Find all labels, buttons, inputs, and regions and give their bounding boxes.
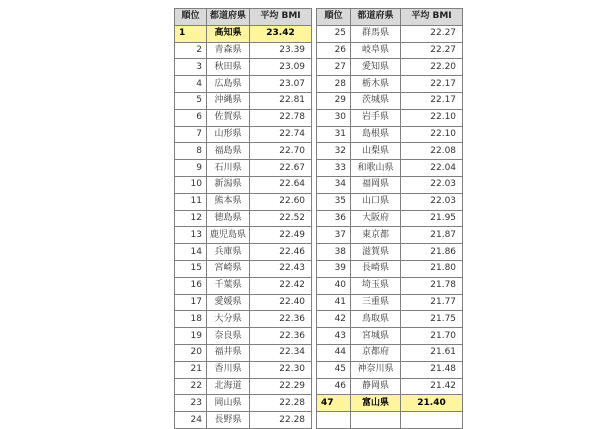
table-row	[175, 210, 463, 227]
right-bmi-cell: 22.10	[401, 126, 463, 143]
right-prefecture-cell: 茨城県	[351, 92, 401, 109]
left-bmi-cell: 23.42	[250, 25, 312, 42]
right-prefecture-cell: 富山県	[351, 395, 401, 412]
left-rank-cell: 9	[175, 160, 207, 177]
table-row	[175, 76, 463, 93]
left-bmi-cell: 22.70	[250, 143, 312, 160]
right-rank-cell: 33	[317, 160, 351, 177]
left-rank-cell: 7	[175, 126, 207, 143]
right-rank-cell: 30	[317, 109, 351, 126]
right-bmi-cell: 21.61	[401, 344, 463, 361]
right-prefecture-cell	[351, 412, 401, 429]
table-row	[175, 328, 463, 345]
prefecture-header-right: 都道府県	[351, 9, 401, 26]
left-rank-cell: 19	[175, 328, 207, 345]
right-bmi-cell: 21.48	[401, 361, 463, 378]
left-rank-cell: 16	[175, 277, 207, 294]
right-bmi-cell: 22.03	[401, 176, 463, 193]
left-rank-cell: 18	[175, 311, 207, 328]
table-row	[175, 395, 463, 412]
right-bmi-cell: 22.03	[401, 193, 463, 210]
left-prefecture-cell: 福島県	[207, 143, 250, 160]
left-rank-cell: 24	[175, 412, 207, 429]
right-prefecture-cell: 静岡県	[351, 378, 401, 395]
left-bmi-cell: 22.34	[250, 344, 312, 361]
right-prefecture-cell: 鳥取県	[351, 311, 401, 328]
left-bmi-cell: 22.46	[250, 244, 312, 261]
table-row	[175, 260, 463, 277]
left-prefecture-cell: 千葉県	[207, 277, 250, 294]
bmi-header: 平均 BMI	[250, 9, 312, 26]
left-rank-cell: 23	[175, 395, 207, 412]
table-row	[175, 344, 463, 361]
left-bmi-cell: 22.28	[250, 412, 312, 429]
right-rank-cell: 35	[317, 193, 351, 210]
left-prefecture-cell: 高知県	[207, 25, 250, 42]
left-bmi-cell: 22.74	[250, 126, 312, 143]
left-prefecture-cell: 沖縄県	[207, 92, 250, 109]
right-rank-cell: 44	[317, 344, 351, 361]
left-bmi-cell: 23.09	[250, 59, 312, 76]
right-bmi-cell: 21.70	[401, 328, 463, 345]
left-bmi-cell: 22.81	[250, 92, 312, 109]
left-rank-cell: 21	[175, 361, 207, 378]
left-rank-cell: 3	[175, 59, 207, 76]
left-prefecture-cell: 熊本県	[207, 193, 250, 210]
left-rank-cell: 14	[175, 244, 207, 261]
left-prefecture-cell: 秋田県	[207, 59, 250, 76]
left-prefecture-cell: 北海道	[207, 378, 250, 395]
left-prefecture-cell: 佐賀県	[207, 109, 250, 126]
right-bmi-cell: 22.27	[401, 42, 463, 59]
table-row	[175, 126, 463, 143]
right-prefecture-cell: 島根県	[351, 126, 401, 143]
right-prefecture-cell: 宮城県	[351, 328, 401, 345]
left-bmi-cell: 22.40	[250, 294, 312, 311]
left-prefecture-cell: 新潟県	[207, 176, 250, 193]
right-bmi-cell: 22.08	[401, 143, 463, 160]
table-row	[175, 244, 463, 261]
table-row	[175, 311, 463, 328]
left-rank-cell: 22	[175, 378, 207, 395]
right-rank-cell	[317, 412, 351, 429]
left-bmi-cell: 22.78	[250, 109, 312, 126]
right-rank-cell: 40	[317, 277, 351, 294]
right-prefecture-cell: 長崎県	[351, 260, 401, 277]
right-bmi-cell: 22.17	[401, 76, 463, 93]
table-row	[175, 143, 463, 160]
right-rank-cell: 31	[317, 126, 351, 143]
right-bmi-cell: 22.17	[401, 92, 463, 109]
right-rank-cell: 46	[317, 378, 351, 395]
bmi-header-right: 平均 BMI	[401, 9, 463, 26]
left-bmi-cell: 22.42	[250, 277, 312, 294]
header-row	[175, 9, 463, 26]
right-prefecture-cell: 京都府	[351, 344, 401, 361]
table-row	[175, 176, 463, 193]
rank-header: 順位	[175, 9, 207, 26]
left-bmi-cell: 22.30	[250, 361, 312, 378]
left-bmi-cell: 22.52	[250, 210, 312, 227]
left-rank-cell: 10	[175, 176, 207, 193]
left-bmi-cell: 22.67	[250, 160, 312, 177]
left-rank-cell: 12	[175, 210, 207, 227]
table-row	[175, 294, 463, 311]
table-row	[175, 25, 463, 42]
rank-header-right: 順位	[317, 9, 351, 26]
left-rank-cell: 2	[175, 42, 207, 59]
right-rank-cell: 29	[317, 92, 351, 109]
left-prefecture-cell: 長野県	[207, 412, 250, 429]
right-prefecture-cell: 山口県	[351, 193, 401, 210]
left-rank-cell: 11	[175, 193, 207, 210]
table-row	[175, 361, 463, 378]
left-prefecture-cell: 山形県	[207, 126, 250, 143]
right-bmi-cell: 21.78	[401, 277, 463, 294]
right-bmi-cell: 21.86	[401, 244, 463, 261]
right-prefecture-cell: 岐阜県	[351, 42, 401, 59]
left-bmi-cell: 22.43	[250, 260, 312, 277]
left-prefecture-cell: 福井県	[207, 344, 250, 361]
left-bmi-cell: 23.39	[250, 42, 312, 59]
left-bmi-cell: 22.49	[250, 227, 312, 244]
right-prefecture-cell: 三重県	[351, 294, 401, 311]
table-row	[175, 42, 463, 59]
right-bmi-cell: 21.80	[401, 260, 463, 277]
right-rank-cell: 47	[317, 395, 351, 412]
table-row	[175, 412, 463, 429]
right-rank-cell: 25	[317, 25, 351, 42]
left-rank-cell: 5	[175, 92, 207, 109]
right-rank-cell: 41	[317, 294, 351, 311]
right-rank-cell: 37	[317, 227, 351, 244]
prefecture-header: 都道府県	[207, 9, 250, 26]
right-prefecture-cell: 滋賀県	[351, 244, 401, 261]
right-prefecture-cell: 栃木県	[351, 76, 401, 93]
right-rank-cell: 39	[317, 260, 351, 277]
right-rank-cell: 42	[317, 311, 351, 328]
right-rank-cell: 27	[317, 59, 351, 76]
right-prefecture-cell: 福岡県	[351, 176, 401, 193]
left-prefecture-cell: 愛媛県	[207, 294, 250, 311]
right-rank-cell: 34	[317, 176, 351, 193]
right-bmi-cell: 22.10	[401, 109, 463, 126]
right-prefecture-cell: 神奈川県	[351, 361, 401, 378]
right-prefecture-cell: 群馬県	[351, 25, 401, 42]
right-bmi-cell: 21.95	[401, 210, 463, 227]
left-bmi-cell: 22.29	[250, 378, 312, 395]
left-prefecture-cell: 広島県	[207, 76, 250, 93]
left-bmi-cell: 22.60	[250, 193, 312, 210]
right-prefecture-cell: 山梨県	[351, 143, 401, 160]
left-bmi-cell: 22.36	[250, 328, 312, 345]
right-bmi-cell: 21.87	[401, 227, 463, 244]
right-bmi-cell	[401, 412, 463, 429]
right-prefecture-cell: 東京都	[351, 227, 401, 244]
left-prefecture-cell: 青森県	[207, 42, 250, 59]
right-bmi-cell: 22.27	[401, 25, 463, 42]
left-prefecture-cell: 宮崎県	[207, 260, 250, 277]
right-rank-cell: 28	[317, 76, 351, 93]
left-prefecture-cell: 兵庫県	[207, 244, 250, 261]
table-row	[175, 160, 463, 177]
right-prefecture-cell: 愛知県	[351, 59, 401, 76]
right-bmi-cell: 21.40	[401, 395, 463, 412]
left-rank-cell: 1	[175, 25, 207, 42]
right-rank-cell: 36	[317, 210, 351, 227]
left-prefecture-cell: 大分県	[207, 311, 250, 328]
left-prefecture-cell: 鹿児島県	[207, 227, 250, 244]
table-row	[175, 378, 463, 395]
left-rank-cell: 15	[175, 260, 207, 277]
table-row	[175, 92, 463, 109]
left-bmi-cell: 22.28	[250, 395, 312, 412]
left-bmi-cell: 22.64	[250, 176, 312, 193]
right-rank-cell: 45	[317, 361, 351, 378]
left-rank-cell: 17	[175, 294, 207, 311]
right-bmi-cell: 22.04	[401, 160, 463, 177]
right-prefecture-cell: 和歌山県	[351, 160, 401, 177]
table-body	[175, 25, 463, 428]
table-row	[175, 109, 463, 126]
table-row	[175, 59, 463, 76]
right-rank-cell: 26	[317, 42, 351, 59]
right-rank-cell: 43	[317, 328, 351, 345]
left-rank-cell: 20	[175, 344, 207, 361]
right-prefecture-cell: 埼玉県	[351, 277, 401, 294]
right-bmi-cell: 21.42	[401, 378, 463, 395]
left-prefecture-cell: 徳島県	[207, 210, 250, 227]
left-rank-cell: 13	[175, 227, 207, 244]
right-prefecture-cell: 岩手県	[351, 109, 401, 126]
right-bmi-cell: 22.20	[401, 59, 463, 76]
table-row	[175, 193, 463, 210]
left-rank-cell: 6	[175, 109, 207, 126]
right-bmi-cell: 21.77	[401, 294, 463, 311]
left-prefecture-cell: 香川県	[207, 361, 250, 378]
right-rank-cell: 32	[317, 143, 351, 160]
left-prefecture-cell: 奈良県	[207, 328, 250, 345]
left-prefecture-cell: 石川県	[207, 160, 250, 177]
left-rank-cell: 4	[175, 76, 207, 93]
left-prefecture-cell: 岡山県	[207, 395, 250, 412]
table-row	[175, 277, 463, 294]
table-row	[175, 227, 463, 244]
bmi-ranking-table	[174, 8, 463, 429]
left-rank-cell: 8	[175, 143, 207, 160]
left-bmi-cell: 23.07	[250, 76, 312, 93]
right-prefecture-cell: 大阪府	[351, 210, 401, 227]
right-bmi-cell: 21.75	[401, 311, 463, 328]
left-bmi-cell: 22.36	[250, 311, 312, 328]
right-rank-cell: 38	[317, 244, 351, 261]
